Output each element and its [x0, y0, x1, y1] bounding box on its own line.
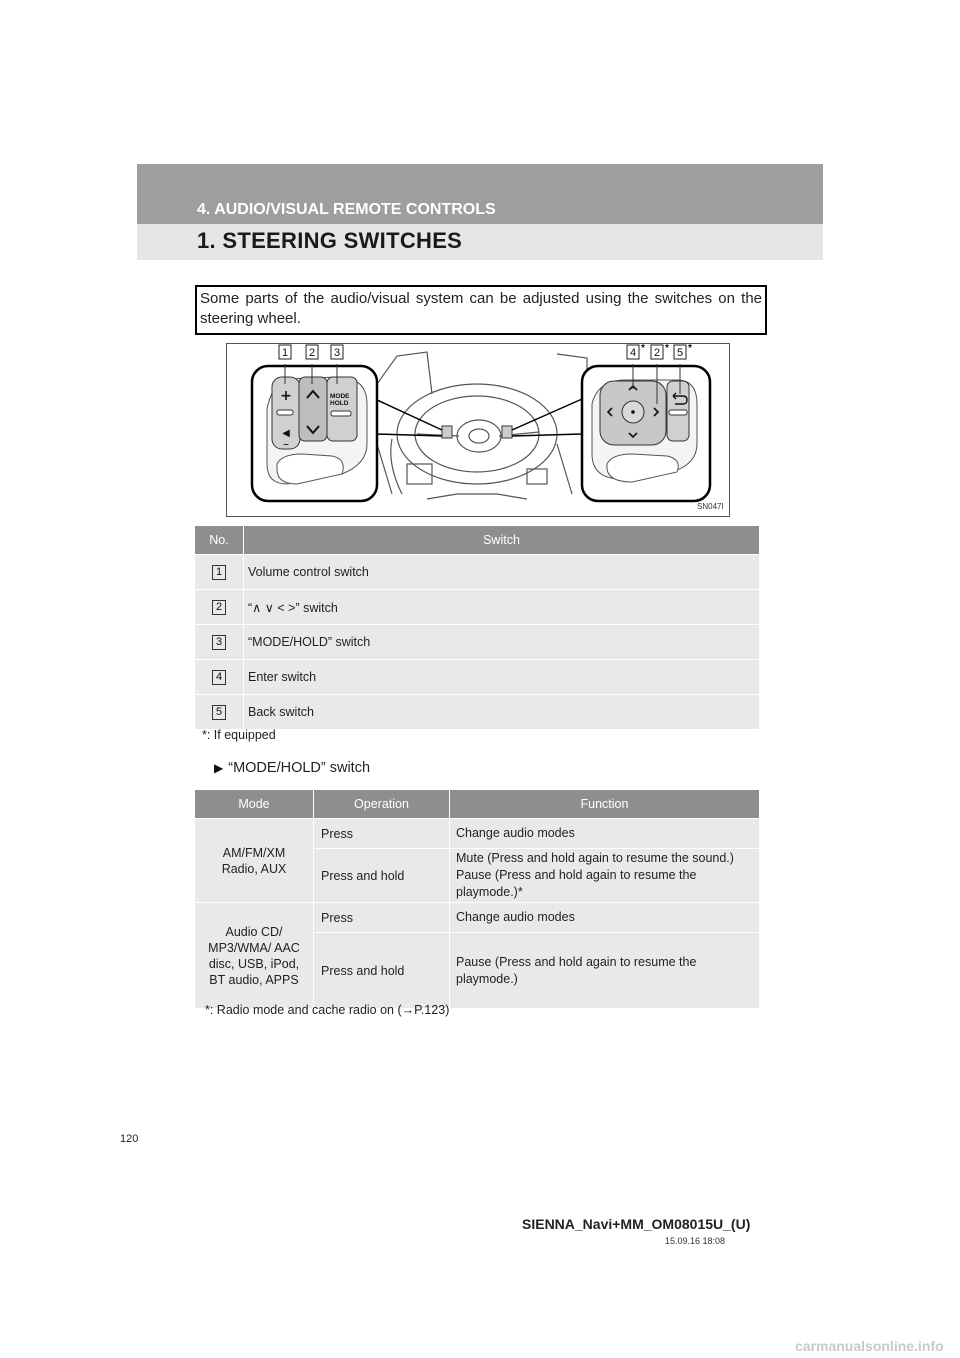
section-label: 4. AUDIO/VISUAL REMOTE CONTROLS: [197, 201, 496, 218]
mode-table: [194, 789, 760, 1009]
header-operation: Operation: [314, 790, 450, 819]
intro-text: Some parts of the audio/visual system can be adjusted using the switches on the steering wheel.: [200, 290, 762, 327]
switch-table: [194, 525, 760, 730]
steering-wheel-illustration: [226, 343, 730, 517]
number-box: 5: [212, 705, 226, 720]
header-mode: Mode: [195, 790, 314, 819]
triangle-bullet-icon: ▶: [214, 761, 224, 775]
figure-code: SN047I: [697, 502, 724, 511]
header-function: Function: [450, 790, 760, 819]
operation-cell: Press: [314, 903, 450, 933]
table-row: [195, 660, 760, 695]
number-box: 2: [212, 600, 226, 615]
hold-label: HOLD: [330, 400, 349, 407]
switch-table-header: [195, 526, 760, 555]
right-switch-bubble: [582, 364, 710, 501]
callout-asterisk-2: *: [665, 344, 669, 354]
callout-left-2: 2: [308, 347, 316, 359]
header-switch: Switch: [244, 526, 760, 555]
svg-text:◀: ◀: [282, 428, 290, 439]
mode-hold-heading-text: “MODE/HOLD” switch: [228, 760, 371, 776]
function-cell: Pause (Press and hold again to resume the playmode.): [450, 933, 760, 1009]
switch-name: Volume control switch: [244, 555, 760, 590]
footnote-equipped: *: If equipped: [202, 728, 276, 742]
header-no: No.: [195, 526, 244, 555]
steering-illustration-svg: [227, 344, 729, 516]
intro-box: [195, 285, 767, 335]
document-date: 15.09.16 18:08: [665, 1236, 726, 1246]
operation-cell: Press: [314, 819, 450, 849]
number-box: 1: [212, 565, 226, 580]
watermark: carmanualsonline.info: [795, 1338, 944, 1354]
callout-right-4: 4: [629, 347, 637, 359]
table-row: [195, 695, 760, 730]
table-row: [195, 903, 760, 933]
mode-table-header: [195, 790, 760, 819]
switch-name: Enter switch: [244, 660, 760, 695]
function-cell: Change audio modes: [450, 903, 760, 933]
function-line: Pause (Press and hold again to resume the playmode.)*: [456, 868, 697, 899]
number-box: 3: [212, 635, 226, 650]
mode-label: MODE: [330, 393, 350, 400]
callout-asterisk-5: *: [688, 344, 692, 354]
function-cell: Change audio modes: [450, 819, 760, 849]
table-row: [195, 625, 760, 660]
svg-text:–: –: [283, 437, 289, 451]
switch-name: Back switch: [244, 695, 760, 730]
callout-asterisk-4: *: [641, 344, 645, 354]
left-switch-bubble: [252, 364, 377, 501]
svg-text:+: +: [280, 388, 292, 404]
operation-cell: Press and hold: [314, 933, 450, 1009]
operation-cell: Press and hold: [314, 849, 450, 903]
document-id: SIENNA_Navi+MM_OM08015U_(U): [522, 1216, 751, 1232]
mode-hold-heading: [214, 760, 370, 776]
switch-name: “MODE/HOLD” switch: [244, 625, 760, 660]
table-row: [195, 590, 760, 625]
mode-cell: AM/FM/XM Radio, AUX: [195, 819, 314, 903]
callout-right-5: 5: [676, 347, 684, 359]
callout-left-3: 3: [333, 347, 341, 359]
callout-left-1: 1: [281, 347, 289, 359]
mode-cell: Audio CD/ MP3/WMA/ AAC disc, USB, iPod, BT audio, APPS: [195, 903, 314, 1009]
number-box: 4: [212, 670, 226, 685]
switch-name: “∧ ∨ < >” switch: [244, 590, 760, 625]
footnote-radio: *: Radio mode and cache radio on (→P.123): [205, 1003, 450, 1017]
table-row: [195, 819, 760, 849]
table-row: [195, 555, 760, 590]
page-number: 120: [120, 1133, 139, 1145]
callout-right-2: 2: [653, 347, 661, 359]
function-line: Mute (Press and hold again to resume the sound.): [456, 851, 734, 865]
page-title: 1. STEERING SWITCHES: [197, 228, 463, 253]
